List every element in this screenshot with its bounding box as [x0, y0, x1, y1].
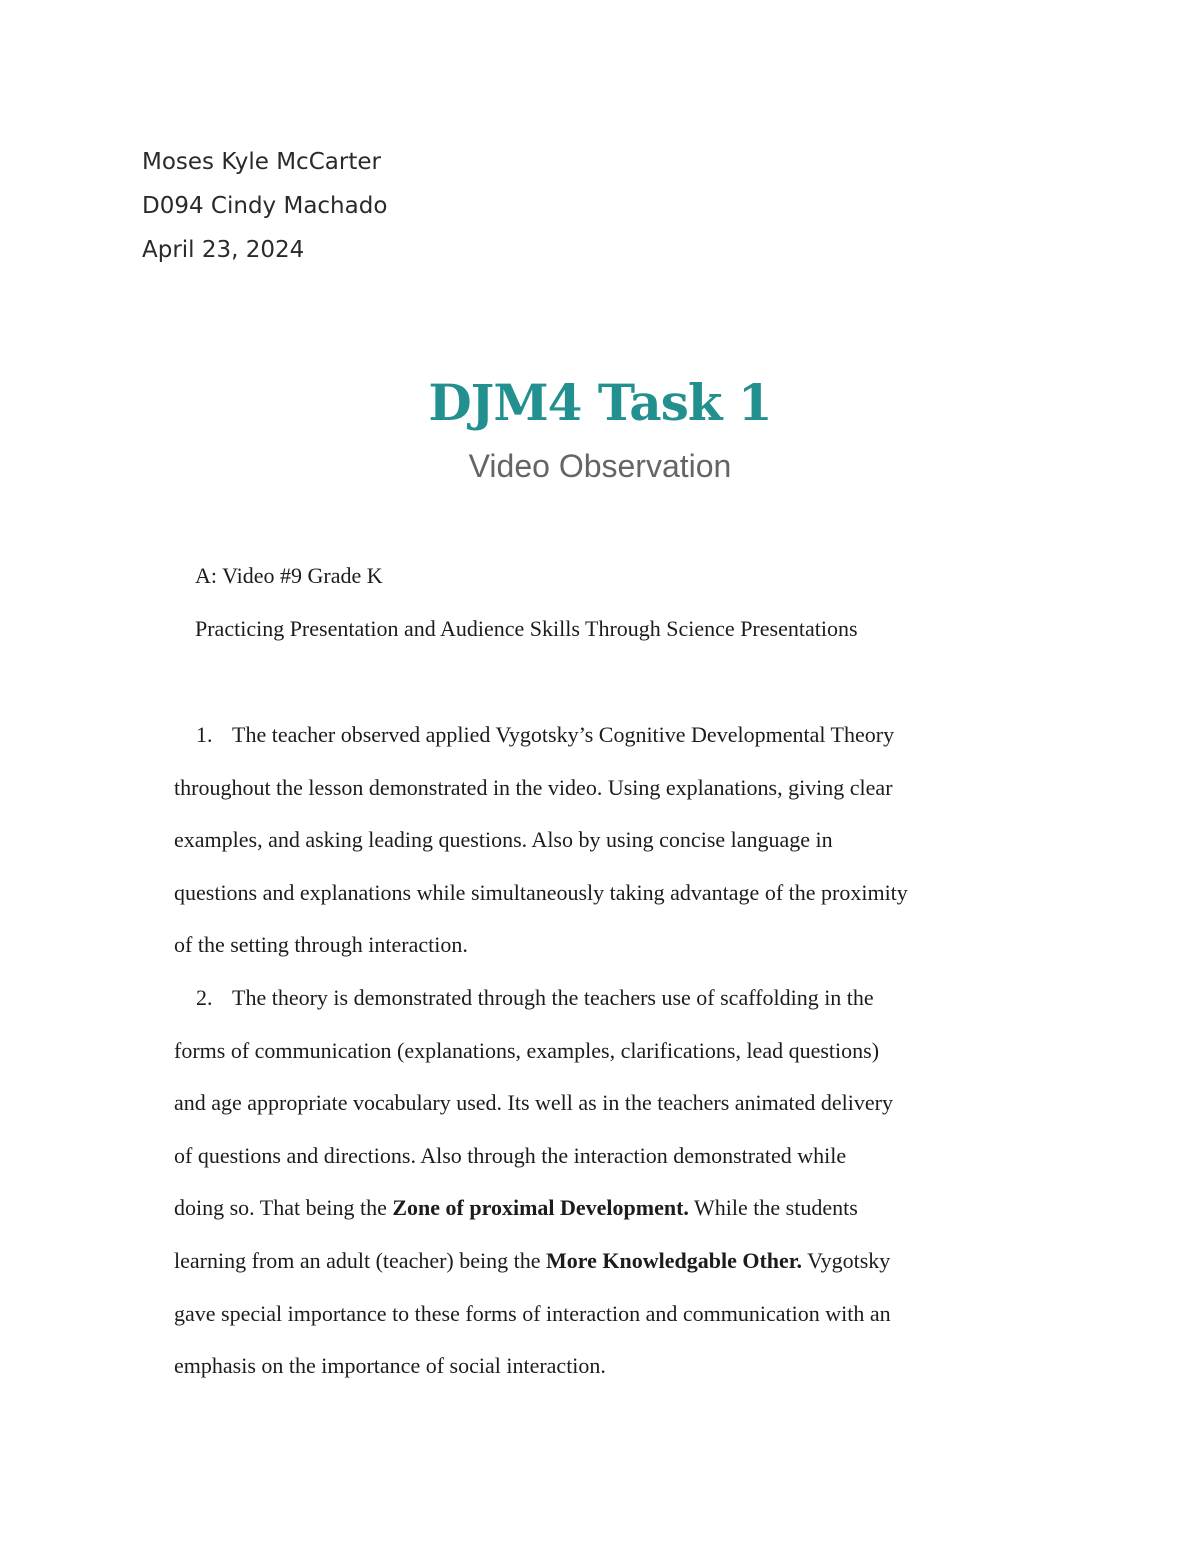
video-reference: A: Video #9 Grade K: [195, 563, 383, 588]
item-2-line: emphasis on the importance of social interaction.: [174, 1353, 606, 1379]
item-1-number: 1.: [196, 722, 213, 747]
item-2-line: and age appropriate vocabulary used. Its well as in the teachers animated delivery: [174, 1090, 893, 1116]
item-2-line: gave special importance to these forms of interaction and communication with an: [174, 1300, 891, 1326]
item-2-line: forms of communication (explanations, examples, clarifications, lead questions): [174, 1037, 880, 1063]
item-2-line: [174, 1182, 1074, 1235]
item-1-line: questions and explanations while simultaneously taking advantage of the proximity: [174, 879, 908, 905]
item-2-text: Vygotsky: [802, 1247, 891, 1273]
more-knowledgable-other-term: More Knowledgable Other.: [546, 1247, 803, 1273]
zone-of-proximal-development-term: Zone of proximal Development.: [392, 1195, 689, 1221]
item-2-text: learning from an adult (teacher) being the: [174, 1247, 547, 1273]
item-1-line: The teacher observed applied Vygotsky’s Cognitive Developmental Theory: [232, 722, 895, 747]
item-2-line: of questions and directions. Also through the interaction demonstrated while: [174, 1142, 847, 1168]
item-1-line: of the setting through interaction.: [174, 932, 468, 958]
item-1-line: examples, and asking leading questions. Also by using concise language in: [174, 827, 833, 853]
item-2-text: While the students: [688, 1195, 858, 1221]
item-2-number: 2.: [196, 985, 213, 1010]
course-instructor: D094 Cindy Machado: [142, 193, 388, 219]
author-name: Moses Kyle McCarter: [142, 149, 381, 175]
document-date: April 23, 2024: [142, 237, 305, 263]
item-1-first-line: [174, 709, 1074, 762]
list-item-1: [174, 709, 1074, 972]
document-subtitle: Video Observation: [468, 448, 732, 484]
item-2-line: [174, 1235, 1074, 1288]
item-2-text: doing so. That being the: [174, 1195, 393, 1221]
item-2-first-line: [174, 972, 1074, 1025]
lesson-topic: Practicing Presentation and Audience Skills Through Science Presentations: [195, 616, 858, 641]
author-header: [142, 140, 387, 272]
item-2-line: The theory is demonstrated through the teachers use of scaffolding in the: [232, 985, 874, 1010]
document-title: DJM4 Task 1: [428, 373, 772, 432]
item-1-line: throughout the lesson demonstrated in the video. Using explanations, giving clear: [174, 774, 893, 800]
list-item-2: [174, 972, 1074, 1393]
